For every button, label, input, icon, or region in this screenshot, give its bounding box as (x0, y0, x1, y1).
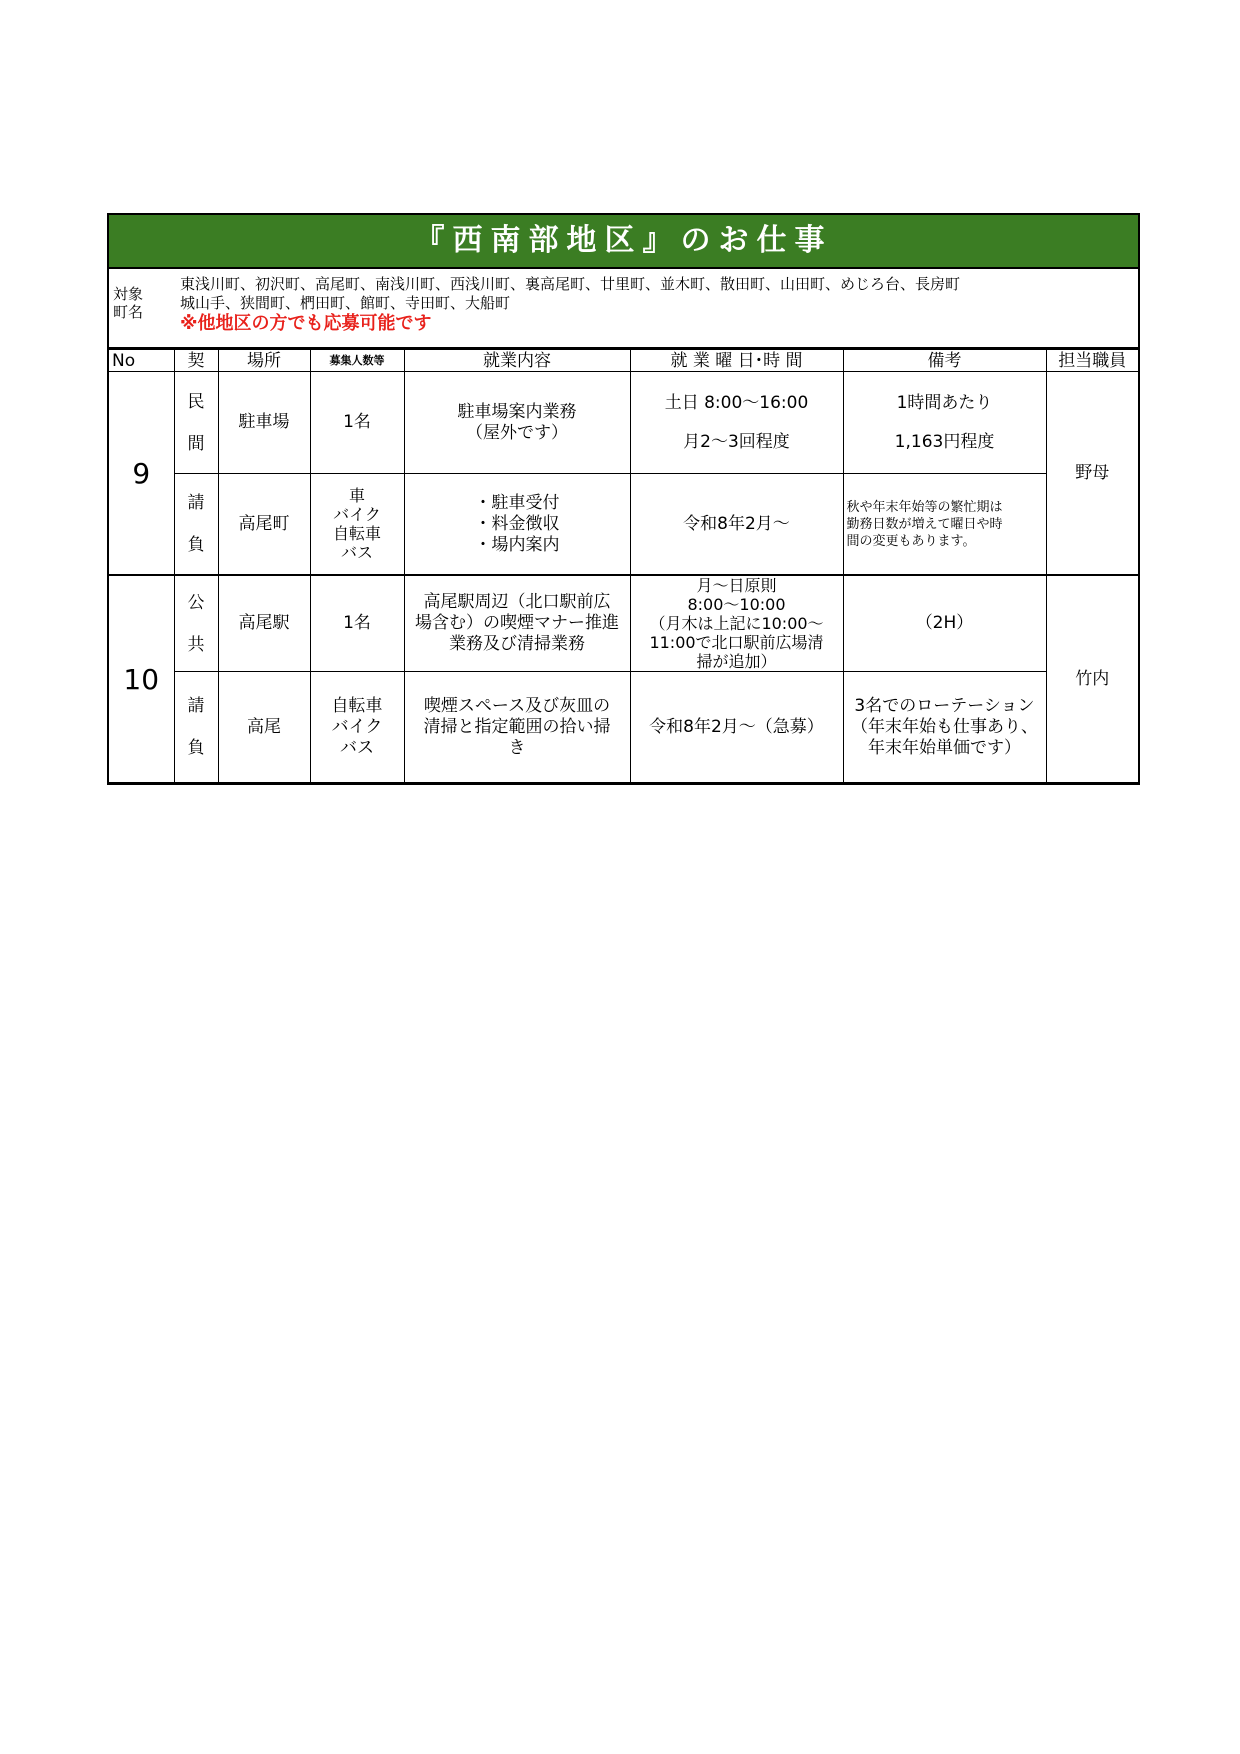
contract-type-bottom: 請 負 (174, 474, 218, 576)
recruit-count: 1名 (310, 372, 404, 474)
table-row (109, 575, 1138, 672)
job-area: 高尾 (218, 672, 310, 783)
header-place: 場所 (218, 350, 310, 372)
header-schedule: 就 業 曜 日･時 間 (630, 350, 843, 372)
target-towns-label: 対象 町名 (113, 285, 144, 321)
target-towns-section (109, 269, 1138, 349)
commute-methods: 自転車 バイク バス (310, 672, 404, 783)
header-recruit: 募集人数等 (310, 350, 404, 372)
district-title: 『西南部地区』のお仕事 (414, 223, 833, 258)
table-header-row (109, 350, 1138, 372)
job-place: 駐車場 (218, 372, 310, 474)
recruit-count: 1名 (310, 575, 404, 672)
table-row (109, 672, 1138, 783)
job-wage: 1時間あたり 1,163円程度 (843, 372, 1046, 474)
header-work: 就業内容 (404, 350, 630, 372)
table-row (109, 474, 1138, 576)
job-schedule: 土日 8:00〜16:00 月2〜3回程度 (630, 372, 843, 474)
job-number: 10 (109, 575, 174, 783)
job-hours: （2H） (843, 575, 1046, 672)
towns-line-2: 城山手、狭間町、椚田町、館町、寺田町、大船町 (180, 294, 511, 312)
towns-line-1: 東浅川町、初沢町、高尾町、南浅川町、西浅川町、裏高尾町、廿里町、並木町、散田町、山田町、めじろ台、長房町 (180, 275, 961, 293)
contract-type-top: 公 共 (174, 575, 218, 672)
job-description: 高尾駅周辺（北口駅前広 場含む）の喫煙マナー推進 業務及び清掃業務 (404, 575, 630, 672)
target-towns-list (180, 275, 1130, 335)
header-staff: 担当職員 (1046, 350, 1138, 372)
district-title-banner (109, 215, 1138, 269)
staff-name: 竹内 (1046, 575, 1138, 783)
contract-type-bottom: 請 負 (174, 672, 218, 783)
job-listing-sheet (107, 213, 1140, 785)
job-start-date: 令和8年2月〜 (630, 474, 843, 576)
table-row (109, 372, 1138, 474)
jobs-table (109, 349, 1138, 783)
contract-type-top: 民 間 (174, 372, 218, 474)
commute-methods: 車 バイク 自転車 バス (310, 474, 404, 576)
job-area: 高尾町 (218, 474, 310, 576)
header-contract: 契 (174, 350, 218, 372)
job-tasks: 喫煙スペース及び灰皿の 清掃と指定範囲の拾い掃 き (404, 672, 630, 783)
staff-name: 野母 (1046, 372, 1138, 576)
job-schedule: 月〜日原則 8:00〜10:00 （月木は上記に10:00〜 11:00で北口駅前広場清 掃が追加） (630, 575, 843, 672)
job-remarks: 3名でのローテーション （年末年始も仕事あり、 年末年始単価です） (843, 672, 1046, 783)
job-start-date: 令和8年2月〜（急募） (630, 672, 843, 783)
header-remarks: 備考 (843, 350, 1046, 372)
other-district-note: ※他地区の方でも応募可能です (180, 313, 432, 334)
job-description: 駐車場案内業務 （屋外です） (404, 372, 630, 474)
job-tasks: ・駐車受付 ・料金徴収 ・場内案内 (404, 474, 630, 576)
job-number: 9 (109, 372, 174, 576)
job-remarks: 秋や年末年始等の繁忙期は 勤務日数が増えて曜日や時 間の変更もあります。 (843, 474, 1046, 576)
job-place: 高尾駅 (218, 575, 310, 672)
header-no: No (109, 350, 174, 372)
